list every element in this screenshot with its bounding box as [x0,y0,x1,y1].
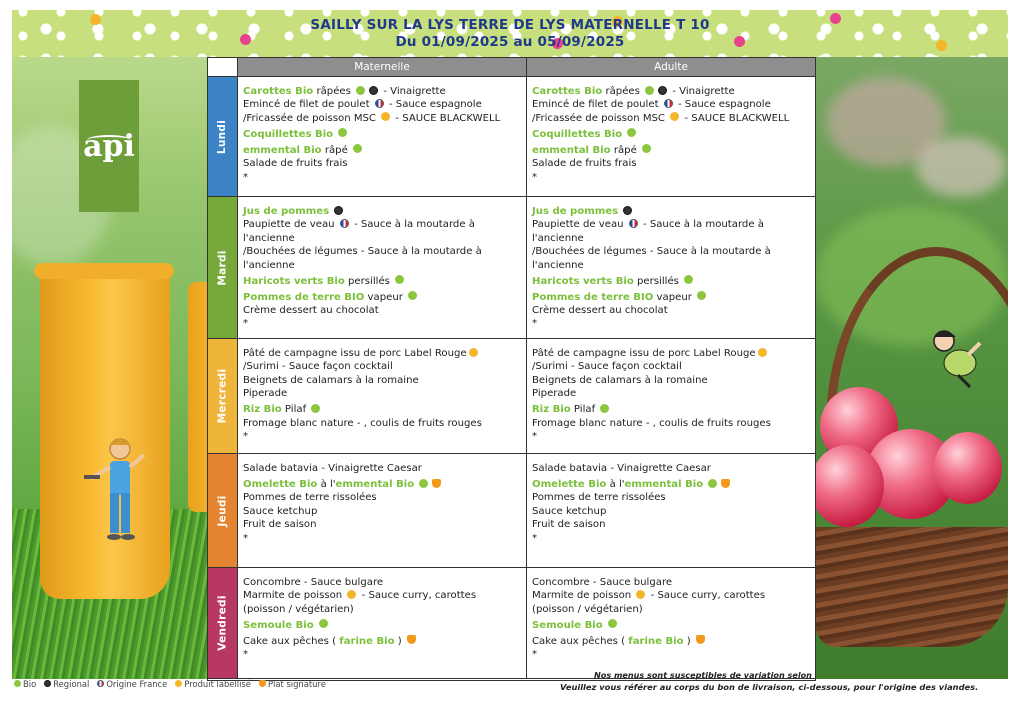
logo-swoosh [87,135,131,145]
menu-item [532,403,809,416]
menu-item [532,635,809,648]
france-flag-icon [664,99,673,108]
dish-text: - Sauce à la moutarde à l'ancienne [532,219,764,244]
menu-item [243,360,520,373]
bio-label-icon [419,479,428,488]
menu-item [243,532,520,545]
day-tab-vendredi [208,568,238,679]
menu-cell-vendredi-adulte [527,568,815,679]
menu-cell-lundi-maternelle [238,77,527,197]
dish-text: râpées [602,86,644,97]
dish-text [622,129,625,140]
dish-text: Pommes de terre rissolées [532,492,666,504]
menu-item [243,619,520,632]
regional-label-icon [623,206,632,215]
menu-item [243,205,520,218]
footer-note-variation: Nos menus sont susceptibles de variation selon [594,670,812,680]
label-rouge-icon [670,112,679,121]
dish-text: * [532,318,538,330]
dish-text: * [532,171,538,183]
regional-label-icon [334,206,343,215]
signature-dish-icon [696,635,705,644]
menu-item [532,317,809,330]
table-corner [208,58,238,77]
dish-text: Salade de fruits frais [243,158,348,170]
bio-label-icon [645,86,654,95]
menu-item [243,275,520,288]
label-rouge-icon [636,590,645,599]
dish-bio-name: Pommes de terre BIO [532,291,654,303]
dish-text: Pilaf [281,404,310,416]
dish-text: * [243,532,249,544]
wicker-basket-image [816,527,1008,647]
legend-label: Origine France [106,679,168,689]
menu-item [243,648,520,661]
dish-text: Salade de fruits frais [532,158,637,170]
menu-item [532,462,809,475]
menu-item [532,430,809,443]
dish-text [414,479,417,490]
menu-item [532,85,809,98]
dish-text: râpé [321,144,351,156]
menu-item [532,576,809,589]
menu-item [532,374,809,387]
bio-label-icon [608,619,617,628]
dish-text: à l' [317,479,336,490]
dish-text: - Sauce curry, carottes (poisson / végétarien) [532,590,766,615]
dish-bio-name: Pommes de terre BIO [243,291,365,303]
dish-bio-name: Riz Bio [532,404,571,416]
menu-item [532,157,809,170]
dish-text: Emincé de filet de poulet [532,99,662,111]
dish-text: ) [394,635,405,647]
menu-item [243,171,520,184]
dish-text: vapeur [653,291,696,303]
menu-item [243,417,520,430]
menu-item [243,245,520,272]
france-flag-icon [375,99,384,108]
menu-item [243,430,520,443]
menu-item [532,648,809,661]
dish-text [314,620,317,631]
dish-bio-name: farine Bio [628,635,684,647]
menu-item [243,478,520,491]
menu-item [532,505,809,518]
dish-text: - Sauce espagnole [674,99,771,111]
bio-label-icon [708,479,717,488]
dish-text: Beignets de calamars à la romaine [532,374,708,386]
menu-item [243,576,520,589]
photo-blur [916,137,1006,197]
dish-bio-name: Coquillettes Bio [532,128,623,140]
menu-item [532,112,809,125]
dish-bio-name: emmental Bio [335,479,415,490]
dish-text: Paupiette de veau [243,219,338,231]
menu-item [532,387,809,400]
dish-bio-name: Semoule Bio [243,619,314,631]
menu-item [532,518,809,531]
dish-text: râpé [610,144,640,156]
api-logo [79,80,139,212]
menu-item [243,462,520,475]
dish-bio-name: Omelette Bio [243,479,318,490]
france-flag-icon [97,680,104,687]
dish-text: Piperade [243,388,288,400]
rubber-boot-image [188,282,208,512]
dish-text: Salade batavia - Vinaigrette Caesar [243,463,422,474]
menu-item [532,128,809,141]
menu-cell-jeudi-adulte [527,454,815,568]
dish-text: râpées [313,86,355,97]
dish-bio-name: emmental Bio [243,144,322,156]
bio-label-icon [353,144,362,153]
signature-dish-icon [721,479,730,488]
dish-bio-name: farine Bio [339,635,395,647]
menu-item [532,218,809,245]
day-tab-mercredi [208,339,238,454]
menu-item [532,589,809,616]
dish-bio-name: Jus de pommes [243,206,330,217]
regional-label-icon [369,86,378,95]
menu-item [243,635,520,648]
boot-rim [34,263,174,279]
dish-text: Fromage blanc nature - , coulis de fruits rouges [243,417,482,429]
dish-text: à l' [606,479,625,490]
dish-text: - Sauce à la moutarde à l'ancienne [243,219,475,244]
dish-text: persillés [344,275,394,287]
footer-note-origin: Veuillez vous référer au corps du bon de livraison, ci-dessous, pour l'origine des viandes. [560,682,979,692]
menu-item [532,478,809,491]
dish-text: * [532,649,538,661]
label-rouge-icon [469,348,478,357]
legend-label: Regional [53,679,90,689]
menu-cell-jeudi-maternelle [238,454,527,568]
dish-text: Salade batavia - Vinaigrette Caesar [532,463,711,474]
dish-text: persillés [633,275,683,287]
regional-label-icon [658,86,667,95]
dish-bio-name: Coquillettes Bio [243,128,334,140]
menu-item [532,491,809,504]
menu-item [243,112,520,125]
day-tab-mardi [208,197,238,339]
menu-item [532,98,809,111]
dish-text [703,479,706,490]
dish-text: * [243,318,249,330]
legend-label: Produit labellisé [184,679,251,689]
menu-cell-mardi-maternelle [238,197,527,339]
header-banner [12,10,1008,57]
day-tab-jeudi [208,454,238,568]
bio-label-icon [697,291,706,300]
menu-item [243,347,520,360]
menu-item [532,532,809,545]
menu-item [532,619,809,632]
label-rouge-icon [347,590,356,599]
dish-text: ) [683,635,694,647]
bio-label-icon [600,404,609,413]
dish-text: Sauce ketchup [532,505,607,517]
dish-text: Pâté de campagne issu de porc Label Rouge [243,348,467,359]
bio-label-icon [627,128,636,137]
dish-text: Pommes de terre rissolées [243,492,377,504]
menu-item [243,144,520,157]
day-label: Jeudi [216,494,229,527]
bio-label-icon [311,404,320,413]
menu-cell-lundi-adulte [527,77,815,197]
dish-text: Paupiette de veau [532,219,627,231]
dish-text: Cake aux pêches ( [532,635,629,647]
menu-item [532,291,809,304]
dish-bio-name: Riz Bio [243,404,282,416]
menu-item [243,128,520,141]
signature-dish-icon [259,680,266,687]
menu-item [532,360,809,373]
day-label: Mardi [216,249,229,286]
menu-item [243,304,520,317]
dish-text [329,206,332,217]
dish-text: /Surimi - Sauce façon cocktail [532,361,682,373]
dish-text: /Bouchées de légumes - Sauce à la moutarde à l'ancienne [243,246,482,271]
dish-text: Emincé de filet de poulet [243,99,373,111]
bio-label-icon [684,275,693,284]
signature-dish-icon [407,635,416,644]
page-title: SAILLY SUR LA LYS TERRE DE LYS MATERNELLE T 10 [310,17,710,33]
right-photo-apples [816,57,1008,679]
legend-label: Bio [23,679,37,689]
dish-text: /Fricassée de poisson MSC [532,112,669,124]
dish-text: * [532,532,538,544]
dish-text [333,129,336,140]
bio-label-icon [395,275,404,284]
dish-text: * [532,431,538,443]
day-tab-lundi [208,77,238,197]
legend-label: Plat signature [267,679,326,689]
bio-label-icon [14,680,21,687]
date-range: Du 01/09/2025 au 05/09/2025 [395,34,625,50]
regional-label-icon [44,680,51,687]
dish-text: Fromage blanc nature - , coulis de fruits rouges [532,417,771,429]
dish-bio-name: Haricots verts Bio [243,275,345,287]
dish-text: Beignets de calamars à la romaine [243,374,419,386]
apple-image [934,432,1002,504]
menu-item [243,85,520,98]
dish-text: Piperade [532,388,577,400]
label-rouge-icon [175,680,182,687]
dish-text: Cake aux pêches ( [243,635,340,647]
dish-text: Marmite de poisson [243,590,346,602]
dish-text: Fruit de saison [532,519,606,531]
menu-item [532,417,809,430]
dish-bio-name: Carottes Bio [532,86,603,97]
dish-text: - Sauce curry, carottes (poisson / végétarien) [243,590,477,615]
child-illustration [84,435,154,555]
menu-cell-mercredi-adulte [527,339,815,454]
menu-item [243,505,520,518]
dish-text: Fruit de saison [243,519,317,531]
dish-text: Pilaf [570,404,599,416]
left-photo-boots [12,57,208,679]
column-header-adulte: Adulte [527,58,815,77]
menu-item [243,157,520,170]
dish-bio-name: Haricots verts Bio [532,275,634,287]
dish-bio-name: emmental Bio [624,479,704,490]
logo-text: api [83,128,135,164]
label-rouge-icon [758,348,767,357]
menu-item [532,347,809,360]
bio-label-icon [642,144,651,153]
dish-text: /Bouchées de légumes - Sauce à la moutarde à l'ancienne [532,246,771,271]
bio-label-icon [408,291,417,300]
dish-text: Sauce ketchup [243,505,318,517]
dish-bio-name: Carottes Bio [243,86,314,97]
dish-text: Marmite de poisson [532,590,635,602]
menu-cell-mardi-adulte [527,197,815,339]
dish-text: vapeur [364,291,407,303]
dish-text: Crème dessert au chocolat [532,305,668,317]
menu-item [243,589,520,616]
menu-item [243,491,520,504]
bio-label-icon [319,619,328,628]
menu-item [243,403,520,416]
menu-item [243,374,520,387]
dish-text: * [243,649,249,661]
dish-text: - SAUCE BLACKWELL [681,112,790,124]
day-label: Lundi [216,119,229,154]
day-label: Vendredi [216,595,229,651]
dish-text: Concombre - Sauce bulgare [243,577,384,588]
signature-dish-icon [432,479,441,488]
menu-item [532,171,809,184]
menu-item [243,218,520,245]
dish-text: - Vinaigrette [380,86,446,97]
menu-item [532,304,809,317]
day-label: Mercredi [216,368,229,424]
dish-text: /Fricassée de poisson MSC [243,112,380,124]
legend [12,679,342,689]
dish-text: Crème dessert au chocolat [243,305,379,317]
label-rouge-icon [381,112,390,121]
dish-bio-name: Omelette Bio [532,479,607,490]
menu-item [243,518,520,531]
menu-item [532,205,809,218]
menu-cell-vendredi-maternelle [238,568,527,679]
dish-text: Pâté de campagne issu de porc Label Rouge [532,348,756,359]
dish-text: /Surimi - Sauce façon cocktail [243,361,393,373]
france-flag-icon [629,219,638,228]
menu-table [207,57,816,681]
dish-bio-name: Semoule Bio [532,619,603,631]
dish-text: * [243,171,249,183]
menu-item [243,98,520,111]
menu-item [243,317,520,330]
child-climbing-illustration [928,329,983,389]
menu-item [532,275,809,288]
bio-label-icon [338,128,347,137]
column-header-maternelle: Maternelle [238,58,527,77]
menu-item [243,387,520,400]
menu-cell-mercredi-maternelle [238,339,527,454]
dish-text [618,206,621,217]
menu-item [532,245,809,272]
france-flag-icon [340,219,349,228]
dish-text: - Sauce espagnole [385,99,482,111]
dish-text: - Vinaigrette [669,86,735,97]
dish-bio-name: emmental Bio [532,144,611,156]
menu-item [243,291,520,304]
dish-text [603,620,606,631]
dish-text: Concombre - Sauce bulgare [532,577,673,588]
bio-label-icon [356,86,365,95]
menu-item [532,144,809,157]
dish-text: - SAUCE BLACKWELL [392,112,501,124]
dish-bio-name: Jus de pommes [532,206,619,217]
dish-text: * [243,431,249,443]
